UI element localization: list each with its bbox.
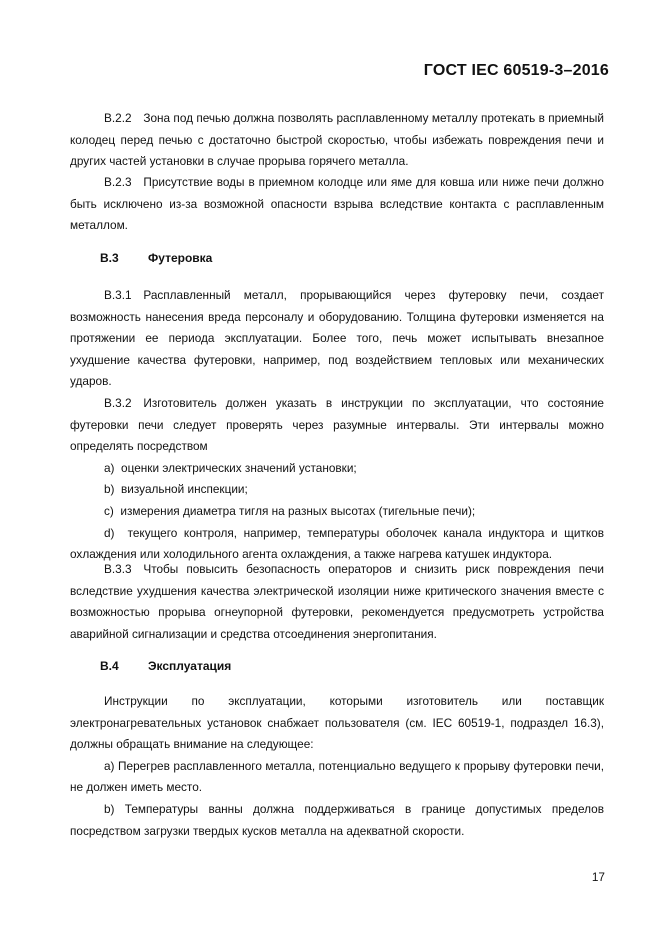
- document-header: ГОСТ IEC 60519-3–2016: [423, 62, 609, 79]
- section-heading-b3: [100, 251, 212, 265]
- list-item-d: d) текущего контроля, например, температуры оболочек канала индуктора и щитков охлаждения или холодильного агента охлаждения, а также нагрева катушек индуктора.: [70, 525, 604, 562]
- section-heading-b4: [100, 659, 231, 673]
- clause-b-3-1: В.3.1 Расплавленный металл, прорывающийся через футеровку печи, создает возможность нанесения вреда персоналу и оборудованию. Толщина футеровки изменяется на протяжении ее периода эксплуатации. Более того, печь может испытывать внезапное ухудшение качества футеровки, например, под воздействием тепловых или механических ударов.: [70, 288, 604, 389]
- clause-b-3-2: В.3.2 Изготовитель должен указать в инструкции по эксплуатации, что состояние футеровки печи следует проверять через разумные интервалы. Эти интервалы можно определять посредством a) оценки электрических значений установки; b) визуальной инспекции; c) измерения диаметра тигля на разных высотах (тигельные печи); d) текущего контроля, например, температуры оболочек канала индуктора и щитков охлаждения или холодильного агента охлаждения, а также нагрева катушек индуктора.: [70, 393, 604, 566]
- section-number: В.4: [100, 659, 119, 673]
- page-number: 17: [591, 870, 605, 884]
- clause-b-4: Инструкции по эксплуатации, которыми изготовитель или поставщик электронагревательных установок снабжает пользователя (см. IEC 60519-1, подраздел 16.3), должны обращать внимание на следующее: a) Перегрев расплавленного металла, потенциально ведущего к прорыву футеровки печи, не должен иметь место. b) Температуры ванны должна поддерживаться в границе допустимых пределов посредством загрузки твердых кусков металла на адекватной скорости.: [70, 691, 604, 842]
- list-item-b: b) Температуры ванны должна поддерживаться в границе допустимых пределов посредством загрузки твердых кусков металла на адекватной скорости.: [70, 801, 604, 838]
- list-item-a: a) оценки электрических значений установки;: [104, 460, 357, 475]
- section-title: Футеровка: [148, 251, 213, 265]
- list-item-a: a) Перегрев расплавленного металла, потенциально ведущего к прорыву футеровки печи, не должен иметь место.: [70, 758, 604, 795]
- list-item-b: b) визуальной инспекции;: [104, 482, 248, 497]
- clause-b-2-3: В.2.3 Присутствие воды в приемном колодце или яме для ковша или ниже печи должно быть исключено из-за возможной опасности взрыва вследствие контакта с расплавленным металлом.: [70, 175, 604, 233]
- section-number: В.3: [100, 251, 119, 265]
- clause-b-3-3: В.3.3 Чтобы повысить безопасность операторов и снизить риск повреждения печи вследствие ухудшения качества электрической изоляции ниже критического значения вместе с возможностью прорыва огнеупорной футеровки, рекомендуется предусмотреть устройства аварийной сигнализации и средства отсоединения энергопитания.: [70, 562, 604, 641]
- clause-b-2-2: В.2.2 Зона под печью должна позволять расплавленному металлу протекать в приемный колодец перед печью с достаточно быстрой скоростью, чтобы избежать повреждения печи и других частей установки в случае прорыва горячего металла.: [70, 111, 604, 169]
- section-title: Эксплуатация: [148, 659, 232, 673]
- list-item-c: c) измерения диаметра тигля на разных высотах (тигельные печи);: [104, 503, 476, 518]
